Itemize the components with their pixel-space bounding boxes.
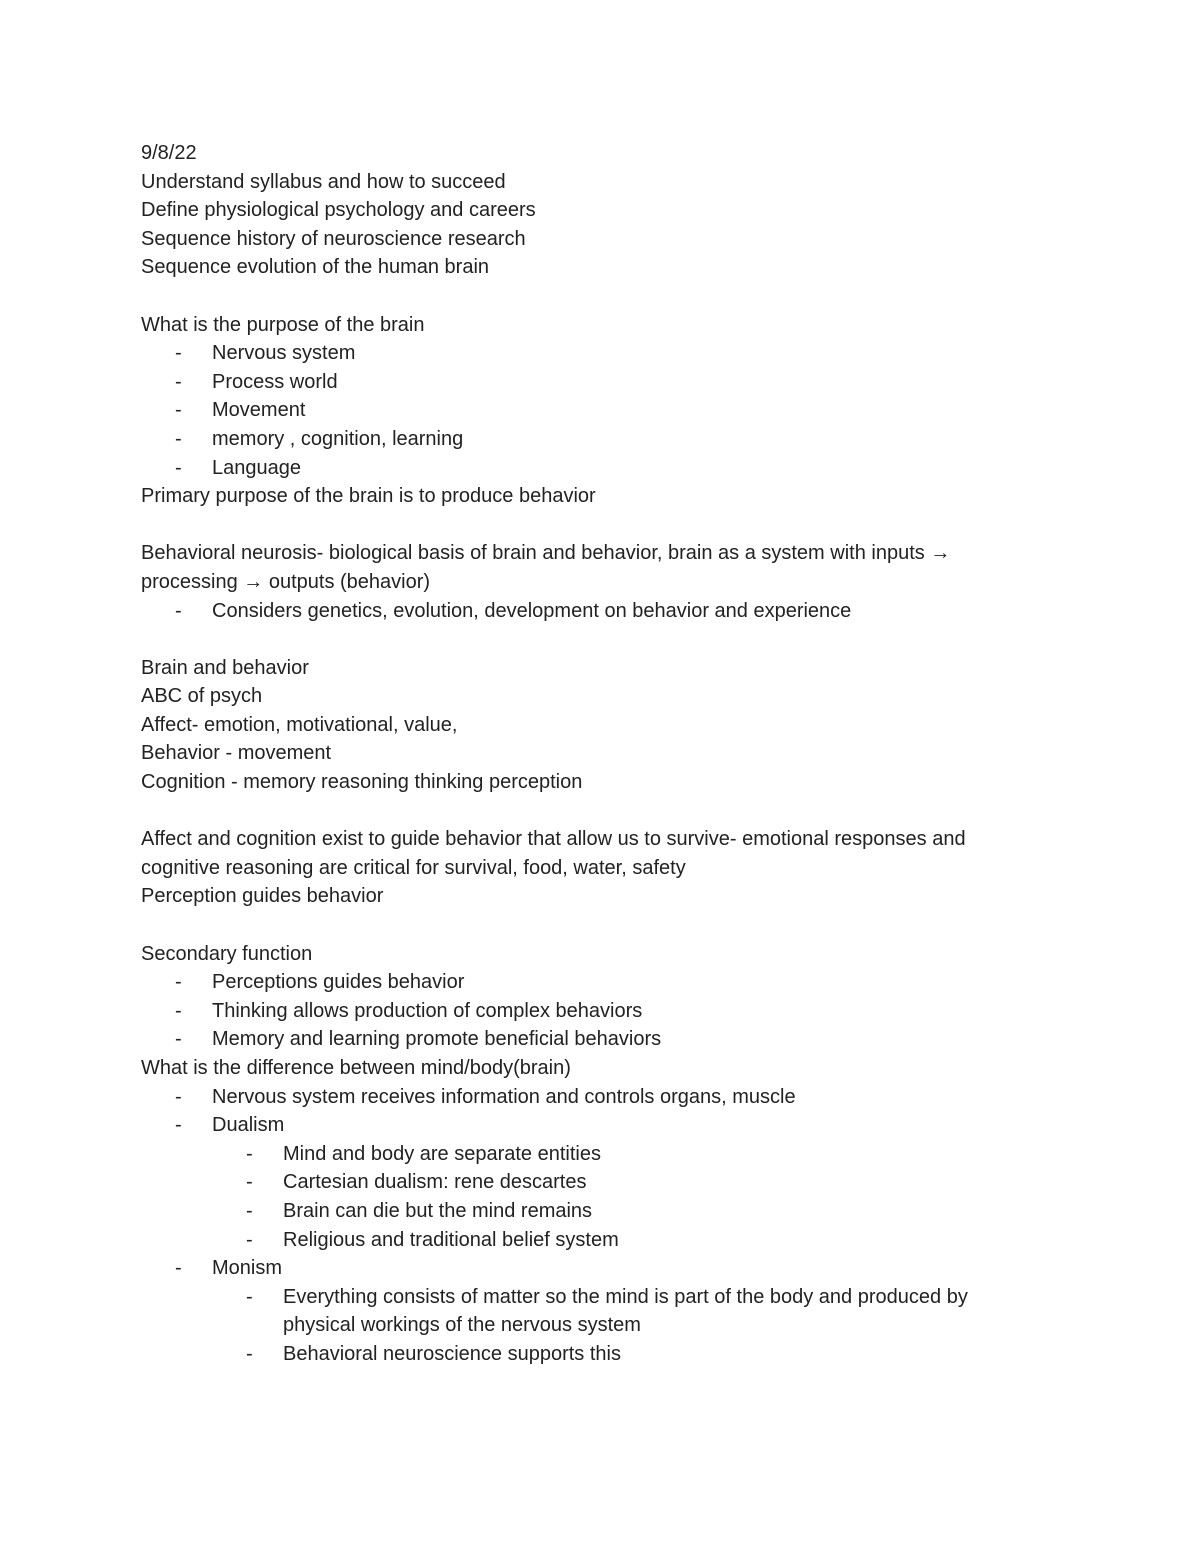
paragraph-line: Behavioral neurosis- biological basis of brain and behavior, brain as a system with inputs → [141,542,951,565]
list-item-text: Dualism [212,1114,285,1137]
section-heading: What is the purpose of the brain [141,313,425,336]
list-item-text: Cartesian dualism: rene descartes [283,1171,587,1194]
sub-list-item [141,1197,1041,1226]
sub-list-item-continuation [141,1311,1041,1340]
bullet-dash: - [246,1142,253,1165]
list-item-text: Behavioral neuroscience supports this [283,1342,621,1365]
list-item-text: Mind and body are separate entities [283,1142,601,1165]
bullet-dash: - [246,1228,253,1251]
list-item-text: memory , cognition, learning [212,427,464,450]
objective-line: Sequence history of neuroscience research [141,227,526,250]
list-item-text: Considers genetics, evolution, development on behavior and experience [212,599,852,622]
list-item [141,1254,1041,1283]
section-heading: Secondary function [141,942,313,965]
date-line: 9/8/22 [141,142,197,164]
paragraph-line: cognitive reasoning are critical for survival, food, water, safety [141,856,686,879]
list-item-text: Thinking allows production of complex behaviors [212,999,643,1022]
bullet-dash: - [175,456,182,479]
sub-list-item [141,1168,1041,1197]
paragraph-line: processing → outputs (behavior) [141,570,431,593]
list-item-text: Language [212,456,301,479]
paragraph-line: Affect- emotion, motivational, value, [141,713,458,736]
blank-line [141,625,1041,654]
list-item [141,425,1041,454]
blank-line [141,511,1041,540]
paragraph-line: Brain and behavior [141,656,309,679]
list-item [141,597,1041,626]
paragraph-line: Behavior - movement [141,742,332,765]
list-item-text: physical workings of the nervous system [283,1314,641,1337]
bullet-dash: - [246,1171,253,1194]
list-item [141,1025,1041,1054]
list-item [141,1083,1041,1112]
bullet-dash: - [175,1114,182,1137]
paragraph-line: Primary purpose of the brain is to produce behavior [141,485,596,508]
bullet-dash: - [175,1257,182,1280]
paragraph-line: ABC of psych [141,685,263,708]
list-item-text: Process world [212,370,338,393]
list-item-text: Nervous system [212,342,356,365]
sub-list-item [141,1283,1041,1312]
blank-line [141,797,1041,826]
list-item-text: Nervous system receives information and controls organs, muscle [212,1085,796,1108]
paragraph-line: Perception guides behavior [141,885,384,908]
objective-line: Understand syllabus and how to succeed [141,170,506,193]
list-item-text: Memory and learning promote beneficial behaviors [212,1028,662,1051]
bullet-dash: - [175,342,182,365]
list-item [141,396,1041,425]
list-item [141,454,1041,483]
list-item-text: Perceptions guides behavior [212,971,465,994]
bullet-dash: - [175,1028,182,1051]
list-item [141,968,1041,997]
list-item-text: Monism [212,1257,283,1280]
bullet-dash: - [175,971,182,994]
list-item-text: Religious and traditional belief system [283,1228,619,1251]
bullet-dash: - [175,427,182,450]
sub-list-item [141,1226,1041,1255]
blank-line [141,282,1041,311]
blank-line [141,911,1041,940]
section-heading: What is the difference between mind/body(brain) [141,1057,571,1079]
paragraph-line: Cognition - memory reasoning thinking perception [141,771,583,794]
paragraph-line: Affect and cognition exist to guide behavior that allow us to survive- emotional responses and [141,828,966,851]
bullet-dash: - [246,1342,253,1365]
bullet-dash: - [175,1085,182,1108]
list-item [141,368,1041,397]
list-item [141,1111,1041,1140]
list-item [141,997,1041,1026]
list-item [141,339,1041,368]
objective-line: Define physiological psychology and careers [141,199,536,222]
bullet-dash: - [246,1285,253,1308]
list-item-text: Brain can die but the mind remains [283,1199,593,1222]
bullet-dash: - [246,1199,253,1222]
bullet-dash: - [175,599,182,622]
bullet-dash: - [175,999,182,1022]
list-item-text: Everything consists of matter so the mind is part of the body and produced by [283,1285,968,1308]
sub-list-item [141,1140,1041,1169]
list-item-text: Movement [212,399,306,422]
bullet-dash: - [175,399,182,422]
bullet-dash: - [175,370,182,393]
document-page [141,139,1041,1369]
sub-list-item [141,1340,1041,1369]
objective-line: Sequence evolution of the human brain [141,256,490,279]
